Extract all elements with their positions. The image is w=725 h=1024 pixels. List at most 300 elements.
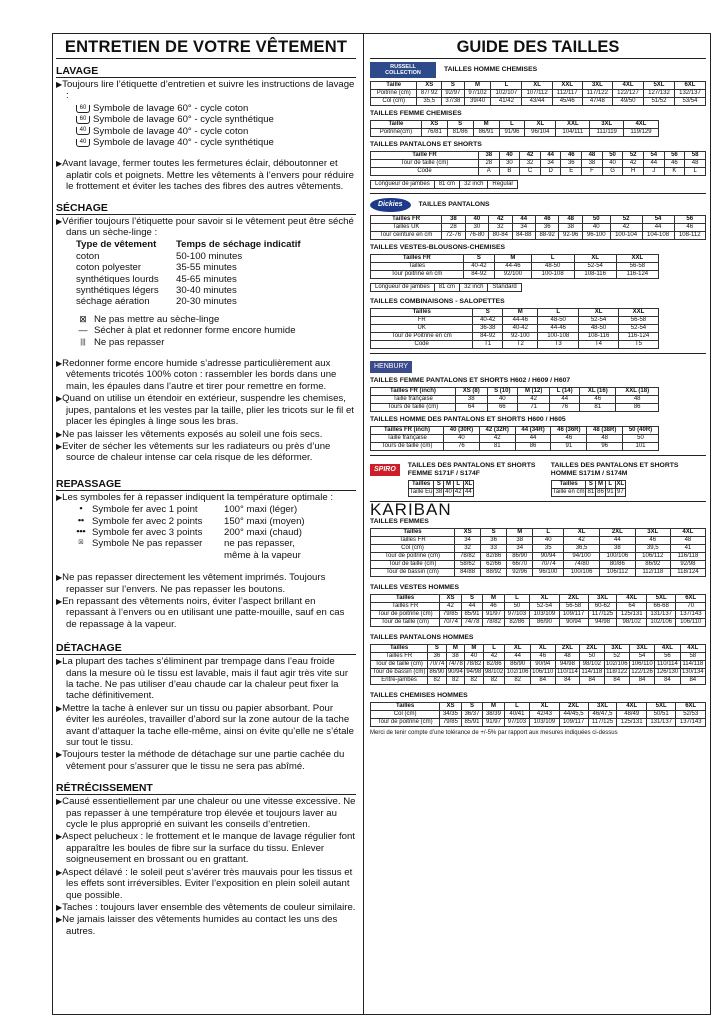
table-cell: 4XL: [655, 645, 680, 653]
table-cell: 36: [535, 224, 558, 232]
table-cell: L: [504, 703, 529, 711]
table-cell: 96/104: [525, 129, 556, 137]
table-cell: XXL: [616, 255, 658, 263]
table-cell: L: [538, 309, 579, 317]
table-cell: M: [596, 481, 606, 489]
table-cell: S: [463, 255, 494, 263]
table-cell: 82: [483, 677, 505, 685]
table-cell: Col (cm): [371, 545, 455, 553]
table-cell: Tailles FR (inch): [371, 427, 444, 435]
table-row: [371, 98, 706, 106]
table-row: [371, 537, 706, 545]
table-cell: 42: [479, 435, 515, 443]
table-row: [371, 271, 659, 279]
table-cell: 72-76: [442, 232, 465, 240]
table-cell: 38: [507, 537, 533, 545]
table-cell: 52-54: [530, 603, 559, 611]
table-row: [551, 481, 625, 489]
table-row: [371, 653, 706, 661]
bullet-item: ▶ Mettre la tache à enlever sur un tissu ou papier absorbant. Pour éviter les auréoles, travailler d’abord sur la zone autour de la tache avant d’attaquer la tache elle-même, ainsi on évite qu’elle ne s’étale sur tout le tissu.: [56, 703, 356, 749]
table-row: [371, 309, 659, 317]
table-cell: 116-124: [616, 271, 658, 279]
table-cell: 5XL: [643, 82, 674, 90]
table-cell: 106/110: [629, 661, 654, 669]
table-cell: 38: [559, 224, 582, 232]
table-cell: 36: [428, 653, 446, 661]
dry-col-time: Temps de séchage indicatif: [176, 239, 301, 251]
table-cell: S: [428, 645, 446, 653]
table-row: [408, 481, 473, 489]
table-cell: 44: [643, 160, 664, 168]
table-cell: 92/98: [670, 561, 705, 569]
table-cell: FR: [371, 317, 473, 325]
table-cell: 44: [505, 653, 530, 661]
table-cell: Standard: [488, 284, 521, 292]
table-cell: 137/143: [676, 719, 706, 727]
no-iron-lines-icon: |||: [80, 338, 86, 346]
table-cell: 116-124: [618, 333, 658, 341]
table-cell: Entre-jambes: [371, 677, 428, 685]
table-cell: 131/137: [646, 719, 675, 727]
table-cell: 38: [582, 160, 603, 168]
table-cell: 45/46: [552, 98, 582, 106]
dry-cell: 45-65 minutes: [176, 273, 237, 285]
table-cell: 46: [674, 224, 705, 232]
table-cell: XXL: [556, 121, 590, 129]
table-cell: 118/122: [604, 669, 629, 677]
table-cell: 94/100: [564, 553, 600, 561]
tolerance-note: Merci de tenir compte d’une tolérance de +/-5% par rapport aux mesures indiquées ci-dessus: [370, 730, 618, 736]
table-cell: 30: [465, 224, 488, 232]
table-cell: 86/90: [505, 661, 530, 669]
symbol-dry-flat: [56, 325, 356, 336]
wash-symbol-row: [56, 126, 356, 137]
table-cell: 108-112: [674, 232, 705, 240]
table-row: [371, 341, 659, 349]
table-cell: 38: [435, 489, 443, 495]
care-title: ENTRETIEN DE VOTRE VÊTEMENT: [56, 37, 356, 59]
kariban-logo: KARIBAN: [370, 500, 452, 519]
table-cell: 42: [440, 603, 461, 611]
table-cell: 3XL: [604, 645, 629, 653]
table-cell: 52/53: [676, 711, 706, 719]
table-cell: 84: [680, 677, 705, 685]
dry-cell: 20-30 minutes: [176, 296, 237, 308]
table-cell: Tailles FR: [371, 537, 455, 545]
table-row: [371, 325, 659, 333]
table-cell: Tailles: [408, 481, 434, 489]
table-cell: 52-54: [579, 317, 619, 325]
table-cell: 44 (34R): [515, 427, 551, 435]
table-cell: 122/126: [631, 669, 653, 675]
table-cell: 46: [580, 396, 616, 404]
table-cell: L: [605, 481, 615, 489]
table-row: [371, 677, 706, 685]
table-cell: 88/92: [481, 569, 507, 577]
table-cell: 74/78: [447, 661, 463, 667]
table-cell: M: [464, 82, 491, 90]
dickies-logo: Dickies: [370, 198, 411, 212]
table-cell: 79/85: [440, 719, 461, 727]
table-cell: 4XL: [617, 703, 646, 711]
table-cell: 44: [599, 537, 635, 545]
table-cell: XXL: [552, 82, 582, 90]
henbury-homme-table: [370, 426, 659, 451]
table-cell: 90/94: [533, 553, 564, 561]
table-row: [371, 645, 706, 653]
table-cell: 36: [481, 537, 507, 545]
table-cell: XS: [440, 703, 461, 711]
table-cell: 104/111: [556, 129, 590, 137]
table-cell: 82: [465, 677, 483, 685]
table-cell: Taille Eu: [409, 489, 433, 495]
bullet-item: ▶ Causé essentiellement par une chaleur ou une vitesse excessive. Ne pas repasser à une température trop élevée et toujours laver au cycle le plus approprié en suivant les conseils d’entretien.: [56, 796, 356, 830]
wash-symbol-text: Symbole de lavage 40° - cycle synthétique: [93, 136, 274, 148]
kariban-chemises-table: [370, 702, 706, 727]
table-cell: 46/47,5: [588, 711, 617, 719]
table-cell: 64: [617, 603, 646, 611]
table-cell: 81: [587, 489, 595, 495]
table-cell: 28: [442, 224, 465, 232]
table-cell: 46: [561, 152, 582, 160]
table-cell: 33: [481, 545, 507, 553]
wash-symbol-row: [56, 137, 356, 148]
table-cell: 118/124: [670, 569, 705, 577]
table-row: [371, 404, 659, 412]
table-row: [371, 333, 659, 341]
table-cell: 86/92: [635, 561, 670, 569]
table-cell: 52-54: [618, 325, 658, 333]
table-cell: 38: [478, 152, 499, 160]
table-cell: XS: [421, 121, 447, 129]
table-cell: 97/103: [504, 611, 529, 619]
table-cell: 81: [479, 443, 515, 451]
table-cell: 4XL: [613, 82, 644, 90]
table-cell: Tours de taille (cm): [371, 443, 444, 451]
table-cell: 80/86: [599, 561, 635, 569]
wash-tub-icon: 40: [76, 127, 90, 135]
bullet-item: ▶ Ne pas repasser directement les vêtement imprimés. Toujours repasser sur l’envers. Ne pas repasser les boutons.: [56, 572, 356, 595]
kariban-femmes-table: [370, 528, 706, 577]
table-cell: C: [520, 168, 541, 176]
dry-cell: synthétiques lourds: [76, 273, 159, 285]
table-cell: 88-92: [535, 232, 558, 240]
table-cell: 91: [606, 489, 614, 495]
table-cell: 53/54: [674, 98, 705, 106]
table-cell: L: [499, 121, 525, 129]
table-cell: 76/81: [421, 129, 447, 137]
table-cell: 94/98: [588, 619, 617, 627]
table-cell: 106/112: [599, 569, 635, 577]
table-cell: XL: [530, 645, 555, 653]
table-cell: 96/100: [533, 569, 564, 577]
dry-cell: 30-40 minutes: [176, 285, 237, 297]
table-cell: 42: [564, 537, 600, 545]
table-cell: Tour de Poitrine en cm: [371, 333, 473, 341]
iron-label: Symbole Ne pas repasser: [92, 538, 203, 550]
table-cell: XL: [525, 121, 556, 129]
table-cell: 109/117: [559, 719, 588, 727]
table-cell: 44: [465, 489, 472, 495]
table-cell: 44: [461, 603, 482, 611]
table-cell: Taille en cm: [552, 489, 585, 495]
table-cell: T1: [473, 341, 503, 349]
table-cell: G: [602, 168, 623, 176]
dry-cell: coton: [76, 250, 100, 262]
table-cell: S: [442, 82, 465, 90]
table-cell: 48: [670, 537, 705, 545]
table-cell: 37/38: [442, 98, 465, 106]
table-row: [371, 152, 706, 160]
table-row: [371, 669, 706, 677]
table-cell: 40 (30R): [444, 427, 480, 435]
dickies-combinaisons-table: [370, 308, 659, 349]
size-guide-title: GUIDE DES TAILLES: [370, 37, 706, 59]
table-cell: T3: [538, 341, 579, 349]
table-cell: 92-100: [503, 333, 538, 341]
table-row: [371, 661, 706, 669]
table-cell: 91/97: [483, 719, 504, 727]
table-cell: 90/94: [559, 619, 588, 627]
spiro-homme-title: TAILLES DES PANTALONS ET SHORTS HOMME S171M / S174M: [550, 462, 679, 477]
table-cell: 94/98: [466, 669, 482, 675]
table-cell: 106/110: [532, 669, 554, 675]
table-cell: Tailles: [551, 481, 586, 489]
table-cell: 50: [580, 653, 604, 661]
table-cell: 109/117: [559, 611, 588, 619]
table-cell: 66: [487, 404, 518, 412]
table-cell: XL: [579, 309, 619, 317]
table-cell: Tailles: [371, 595, 440, 603]
table-row: [408, 489, 473, 497]
table-cell: 56-58: [618, 317, 658, 325]
table-cell: 38/39: [483, 711, 504, 719]
table-cell: 98/102: [617, 619, 646, 627]
table-cell: 2XL: [599, 529, 635, 537]
table-cell: 41: [670, 545, 705, 553]
table-cell: 70/74: [533, 561, 564, 569]
dry-cell: coton polyester: [76, 262, 142, 274]
table-cell: T5: [618, 341, 658, 349]
table-row: [371, 619, 706, 627]
table-cell: Tour de poitrine (cm): [371, 611, 440, 619]
table-cell: 4XL: [670, 529, 705, 537]
table-cell: 62/66: [481, 561, 507, 569]
table-cell: L: [504, 595, 529, 603]
table-cell: 98/102: [580, 661, 604, 669]
table-cell: 107/112: [522, 90, 552, 98]
table-cell: 51/52: [643, 98, 674, 106]
table-cell: 34: [455, 537, 481, 545]
drying-table: [56, 239, 356, 307]
table-cell: 50/51: [646, 711, 675, 719]
table-cell: 48-50: [531, 263, 574, 271]
table-cell: 81 cm: [434, 181, 459, 189]
table-cell: Tour de taille (cm): [371, 160, 479, 168]
table-cell: 137/143: [676, 611, 706, 619]
table-cell: 66/70: [507, 561, 533, 569]
no-iron-icon: ☒: [78, 540, 84, 547]
wash-tub-icon: 60: [76, 116, 90, 124]
size-guide-column: [370, 37, 706, 737]
table-cell: 40: [602, 160, 623, 168]
table-cell: 102/106: [605, 661, 628, 667]
table-cell: Code: [371, 341, 473, 349]
table-row: [371, 443, 659, 451]
table-cell: 96: [587, 443, 623, 451]
table-cell: 92/97: [442, 90, 465, 98]
table-cell: 54: [629, 653, 654, 661]
table-cell: L: [685, 168, 706, 176]
table-cell: 44: [550, 396, 580, 404]
bullet-item: ▶ La plupart des taches s’éliminent par trempage dans l’eau froide dans la mesure où le tissu est lavable, mais il faut agir très vite sur la tache. Ne pas utiliser d’eau chaude car la chaleur peut fixer la tache définitivement.: [56, 656, 356, 702]
henbury-femme-title: TAILLES FEMME PANTALONS ET SHORTS H602 / H609 / H607: [370, 377, 571, 384]
table-cell: XL: [616, 481, 625, 487]
table-cell: 6XL: [676, 595, 706, 603]
table-cell: 34/35: [440, 711, 461, 719]
table-cell: XL: [522, 82, 552, 90]
table-cell: L: [533, 529, 564, 537]
repassage-bullets: [56, 572, 356, 630]
table-cell: 96-100: [582, 232, 610, 240]
table-cell: 111/119: [590, 129, 624, 137]
table-cell: 48: [559, 216, 582, 224]
table-cell: Tailles UK: [371, 224, 442, 232]
table-cell: 84/88: [455, 569, 481, 577]
table-cell: 40: [445, 489, 452, 495]
russell-jambes-table: [370, 180, 518, 189]
iron-temp: 150° maxi (moyen): [224, 515, 305, 527]
table-cell: 56-58: [559, 603, 588, 611]
table-cell: 101: [623, 443, 659, 451]
table-cell: 56-58: [616, 263, 658, 271]
wash-symbol-text: Symbole de lavage 60° - cycle coton: [93, 102, 249, 114]
table-cell: 4XL: [624, 121, 659, 129]
table-cell: 82/86: [483, 661, 505, 669]
table-cell: 58/62: [455, 561, 481, 569]
sechage-bullets: [56, 358, 356, 464]
table-cell: 38: [442, 216, 465, 224]
table-cell: 125/131: [617, 611, 646, 619]
symbol-no-iron: [56, 337, 356, 348]
kariban-pantalons-table: [370, 644, 706, 685]
table-cell: 100/106: [599, 553, 635, 561]
table-cell: 40: [465, 653, 483, 661]
table-cell: 41/42: [491, 98, 522, 106]
dry-flat-icon: —: [78, 325, 88, 336]
table-row: [371, 603, 706, 611]
table-cell: 52: [604, 653, 629, 661]
table-cell: Tailles FR (inch): [371, 388, 456, 396]
bullet-item: ▶ Toujours tester la méthode de détachage sur une partie cachée du vêtement pour s’assurer que le tissu ne sera pas abîmé.: [56, 749, 356, 772]
table-cell: 32: [455, 545, 481, 553]
table-cell: Tailles: [371, 309, 473, 317]
table-cell: 48-50: [538, 317, 579, 325]
russell-femme-table: [370, 120, 659, 137]
table-cell: 71: [518, 404, 550, 412]
table-cell: 32 inch: [460, 284, 488, 292]
table-cell: 5XL: [646, 595, 675, 603]
table-cell: 78/82: [455, 553, 481, 561]
wash-symbol-text: Symbole de lavage 40° - cycle coton: [93, 125, 249, 137]
table-cell: M: [446, 645, 464, 653]
table-cell: 44-46: [495, 263, 532, 271]
dickies-vestes-table: [370, 254, 659, 279]
table-cell: 48: [685, 160, 706, 168]
russell-pantalons-table: [370, 151, 706, 176]
table-cell: 100-108: [538, 333, 579, 341]
table-cell: Tour de poitrine (cm): [371, 719, 440, 727]
table-cell: 6XL: [676, 703, 706, 711]
table-cell: 86/90: [429, 669, 445, 675]
table-cell: XL: [564, 529, 600, 537]
table-cell: D: [540, 168, 561, 176]
table-cell: S: [447, 121, 473, 129]
table-cell: XL: [530, 703, 559, 711]
table-cell: 86/90: [530, 619, 559, 627]
lavage-intro: ▶ Toujours lire l’étiquette d’entretien et suivre les instructions de lavage :: [56, 79, 356, 102]
table-row: [371, 90, 706, 98]
iron-label: Symbole fer avec 3 points: [92, 526, 203, 538]
table-cell: 44: [642, 224, 674, 232]
repassage-heading: REPASSAGE: [56, 478, 356, 491]
table-cell: Code: [371, 168, 479, 176]
table-cell: 5XL: [646, 703, 675, 711]
bullet-item: ▶ Quand on utilise un étendoir en extérieur, suspendre les chemises, jupes, pantalons et les vestes par la taille, plier les tricots sur le fil et placer les épingles à linge sous les bras.: [56, 393, 356, 427]
iron-label: Symbole fer avec 1 point: [92, 504, 198, 516]
table-cell: 58: [680, 653, 705, 661]
table-cell: L (14): [550, 388, 580, 396]
table-cell: 91: [551, 443, 587, 451]
table-cell: 34: [507, 545, 533, 553]
table-cell: 106/110: [676, 619, 706, 627]
table-cell: S (10): [487, 388, 518, 396]
table-cell: Tailles: [371, 645, 428, 653]
sechage-intro: ▶ Vérifier toujours l’étiquette pour savoir si le vêtement peut être séché dans un sèche-linge :: [56, 216, 356, 239]
iron-row: [56, 504, 356, 515]
table-cell: 44: [512, 216, 535, 224]
iron-label: Symbole fer avec 2 points: [92, 515, 203, 527]
kariban-chemises-title: TAILLES CHEMISES HOMMES: [370, 692, 468, 699]
table-row: [371, 553, 706, 561]
table-cell: S: [461, 703, 482, 711]
table-cell: 66-68: [646, 603, 675, 611]
iron-temp: même à la vapeur: [224, 549, 301, 561]
table-cell: 102/106: [506, 669, 529, 675]
table-cell: M: [444, 481, 454, 489]
table-cell: 28: [478, 160, 499, 168]
table-cell: 42: [454, 489, 462, 495]
bullet-item: ▶ Redonner forme encore humide s’adresse particulièrement aux vêtements tricotés 100% coton : rassembler les bords dans une main, les épaules dans l’autre et tirer pour remettre en forme.: [56, 358, 356, 392]
henbury-logo: HENBURY: [370, 361, 412, 373]
table-cell: F: [582, 168, 603, 176]
table-cell: 42: [489, 216, 512, 224]
table-cell: 84: [530, 677, 555, 685]
table-cell: 42/43: [530, 711, 559, 719]
table-cell: 3XL: [588, 595, 617, 603]
spiro-homme-table: [551, 480, 626, 497]
kariban-vestes-title: TAILLES VESTES HOMMES: [370, 584, 459, 591]
table-cell: M: [495, 255, 532, 263]
table-cell: XL (16): [580, 388, 616, 396]
bullet-item: ▶ Ne pas laisser les vêtements exposés au soleil une fois secs.: [56, 429, 356, 440]
repassage-intro: ▶ Les symboles fer à repasser indiquent la température optimale :: [56, 492, 356, 503]
wash-tub-icon: 40: [76, 139, 90, 147]
table-cell: UK: [371, 325, 473, 333]
table-cell: Poitrine(cm): [371, 129, 422, 137]
table-cell: 48 (38R): [587, 427, 623, 435]
table-cell: 102/107: [491, 90, 522, 98]
